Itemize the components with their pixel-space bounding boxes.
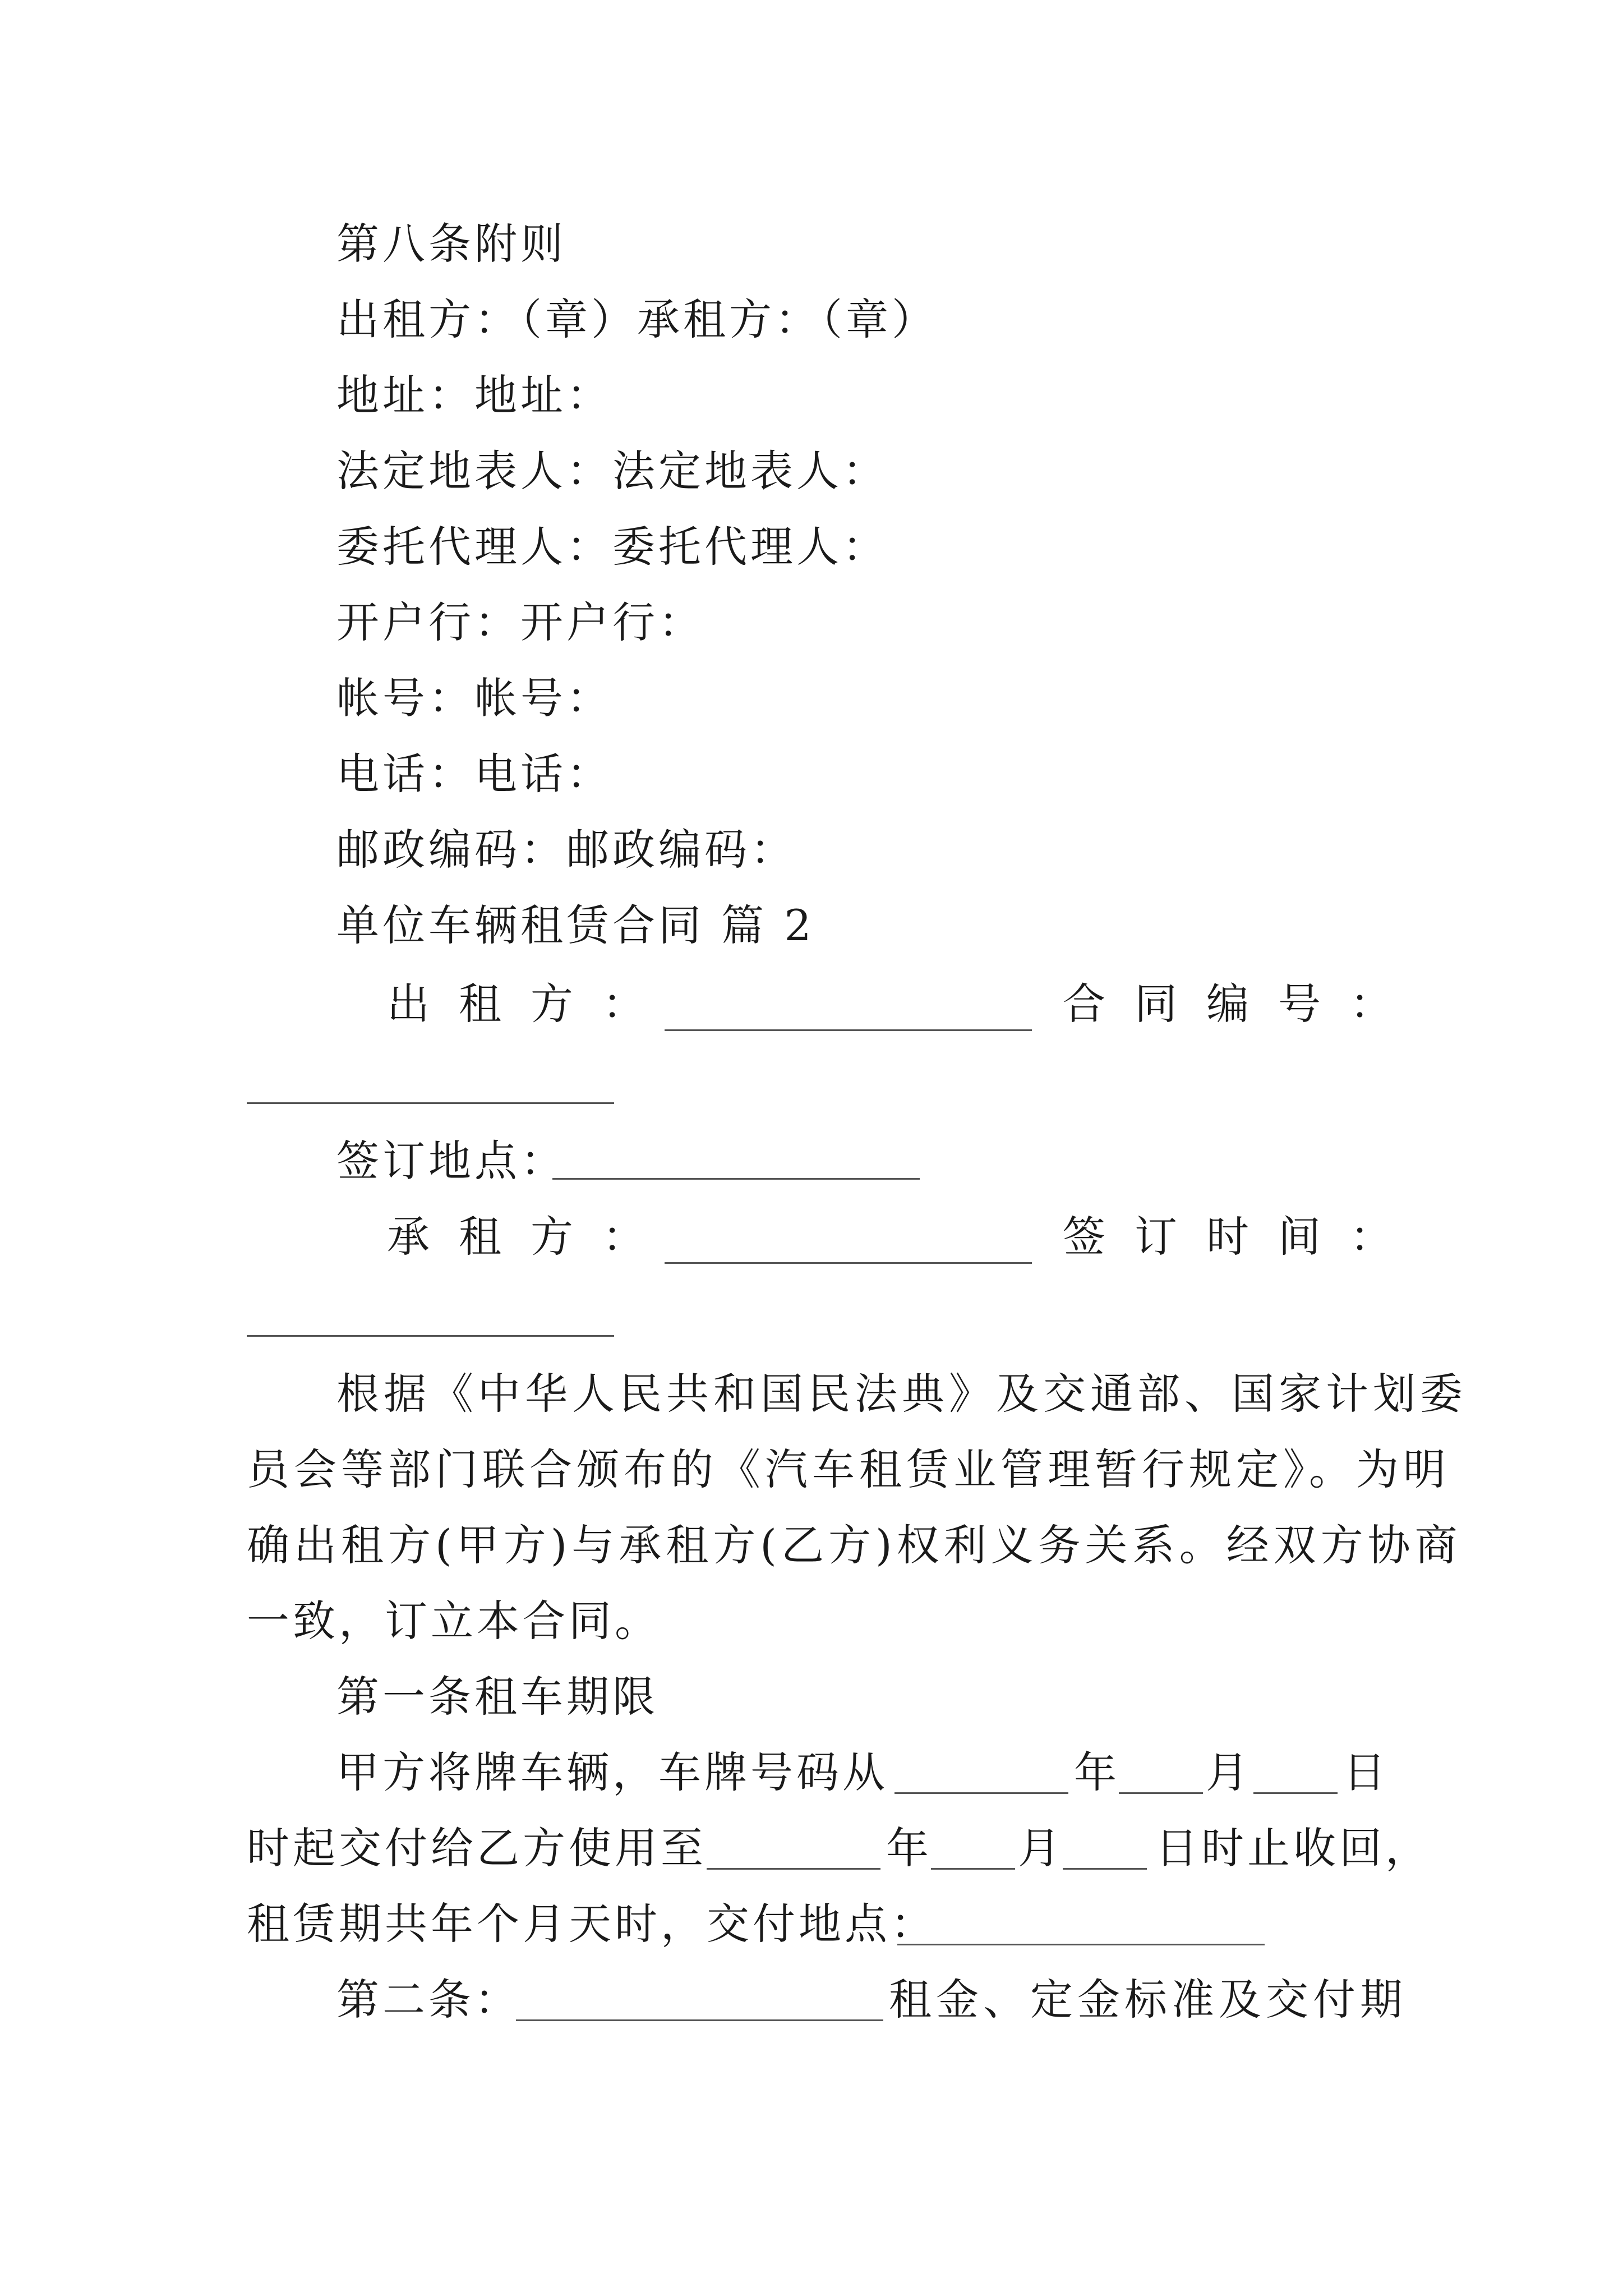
article-1-title: 第一条租车期限	[336, 1672, 658, 1722]
contract-number-label: 合同编号：	[1063, 979, 1422, 1029]
article-2-blank	[516, 2019, 883, 2021]
start-year-label: 年	[1074, 1747, 1120, 1797]
lessor-label: 出租方：	[387, 979, 674, 1029]
signature-address-line: 地址：地址：	[336, 370, 612, 420]
contract-2-title: 单位车辆租赁合同 篇 2	[336, 900, 815, 950]
end-day-blank	[1063, 1868, 1147, 1870]
start-year-blank	[895, 1792, 1068, 1794]
sign-time-blank	[247, 1335, 614, 1337]
signature-agent-line: 委托代理人：委托代理人：	[336, 522, 888, 572]
sign-time-label: 签订时间：	[1063, 1212, 1422, 1262]
delivery-place-blank	[897, 1944, 1265, 1945]
lessee-blank	[665, 1262, 1032, 1264]
sign-place-blank	[552, 1178, 920, 1180]
lessor-blank	[665, 1029, 1032, 1031]
article-1-line-3-text: 租赁期共年个月天时，交付地点：	[247, 1899, 937, 1949]
article-1-line-2-text: 时起交付给乙方使用至	[247, 1823, 707, 1873]
signature-account-line: 帐号：帐号：	[336, 673, 612, 723]
end-year-label: 年	[886, 1823, 932, 1873]
article-1-line-1	[336, 1745, 888, 1801]
start-month-blank	[1119, 1792, 1203, 1794]
end-year-blank	[707, 1868, 880, 1870]
article-1-line-1-text: 甲方将牌车辆，车牌号码从	[336, 1747, 888, 1797]
sign-place-label: 签订地点：	[336, 1136, 566, 1186]
preamble-line-4: 一致，订立本合同。	[247, 1596, 661, 1646]
article-8-title: 第八条附则	[336, 219, 566, 269]
preamble-line-2: 员会等部门联合颁布的《汽车租赁业管理暂行规定》。为明	[247, 1444, 1450, 1494]
signature-legal-rep-line: 法定地表人：法定地表人：	[336, 446, 888, 496]
signature-seal-line: 出租方：（章）承租方：（章）	[336, 295, 938, 344]
lessee-label: 承租方：	[387, 1212, 674, 1262]
signature-phone-line: 电话：电话：	[336, 749, 612, 799]
end-month-blank	[931, 1868, 1015, 1870]
signature-bank-line: 开户行：开户行：	[336, 597, 704, 647]
end-month-label: 月	[1018, 1823, 1064, 1873]
signature-postcode-line: 邮政编码：邮政编码：	[336, 825, 796, 875]
start-month-label: 月	[1206, 1747, 1252, 1797]
article-2-label: 第二条：	[336, 1975, 520, 2024]
contract-number-blank	[247, 1102, 614, 1104]
preamble-line-1: 根据《中华人民共和国民法典》及交通部、国家计划委	[336, 1369, 1467, 1419]
start-day-blank	[1253, 1792, 1338, 1794]
preamble-line-3: 确出租方(甲方)与承租方(乙方)权利义务关系。经双方协商	[247, 1520, 1462, 1570]
article-1-line-2-end: 日时止收回，	[1155, 1823, 1431, 1873]
article-2-text: 租金、定金标准及交付期	[889, 1975, 1407, 2024]
start-day-label: 日	[1343, 1747, 1389, 1797]
